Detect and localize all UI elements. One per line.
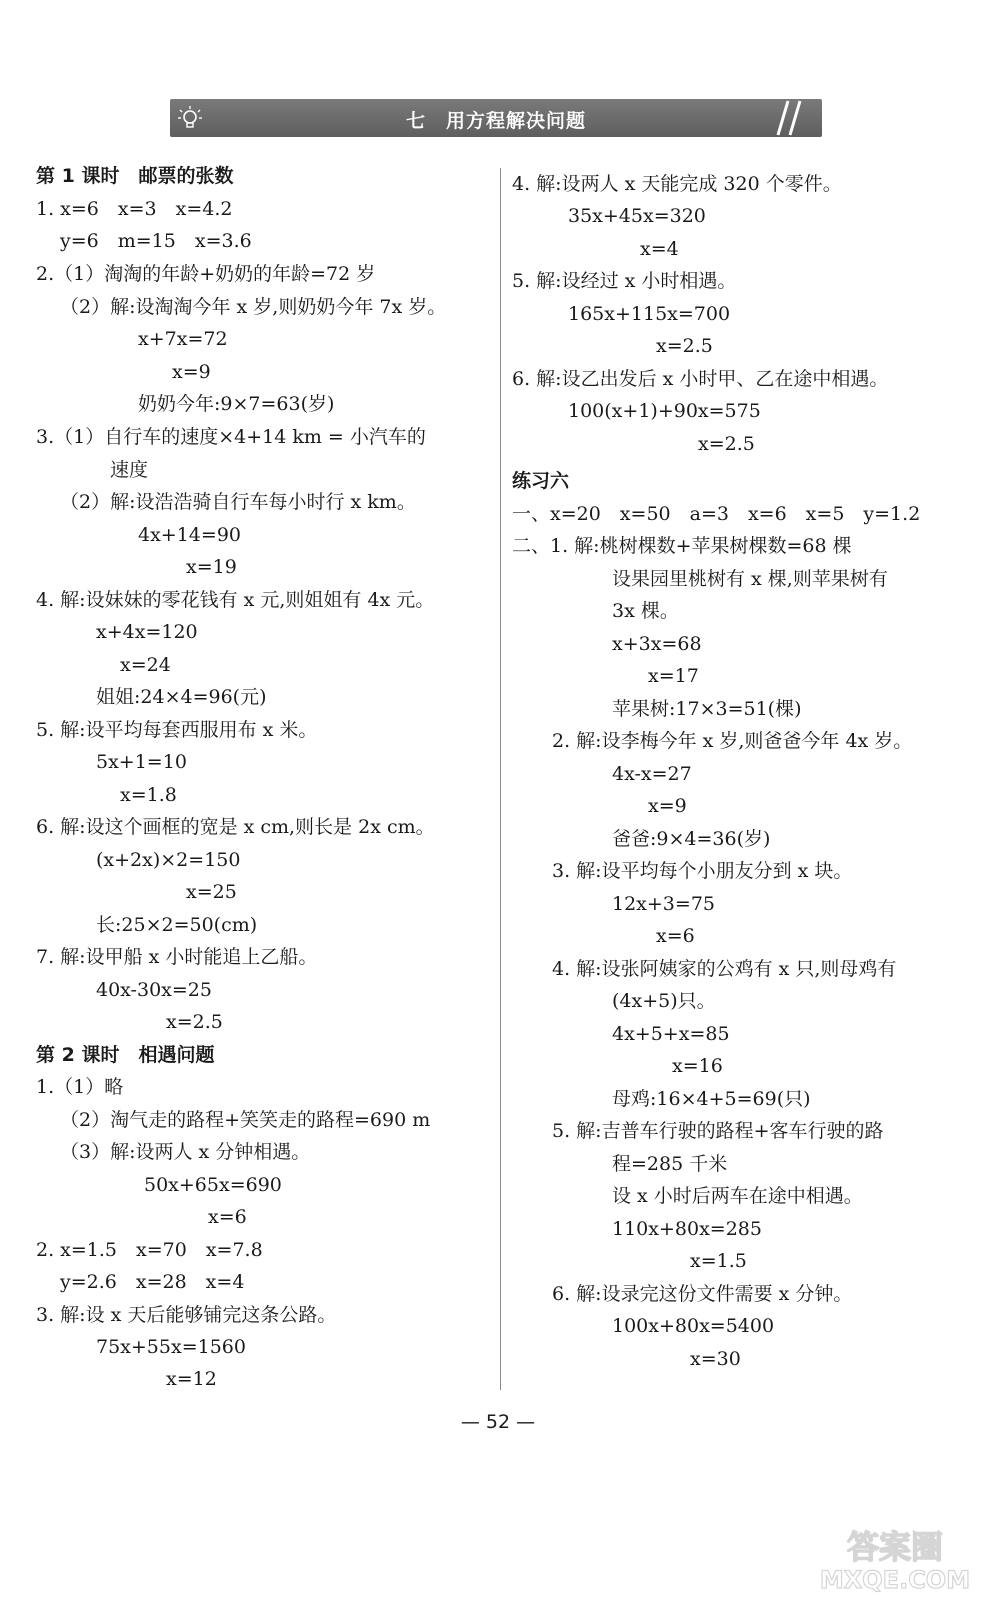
answer-line: x=2.5 [698, 433, 755, 455]
watermark-url: MXQE.COM [819, 1566, 971, 1594]
column-divider [500, 168, 501, 1390]
watermark-title: 答案圈 [846, 1528, 944, 1566]
answer-line: x=25 [186, 881, 237, 903]
answer-line: 5. 解:吉普车行驶的路程+客车行驶的路 [552, 1120, 884, 1142]
answer-line: 设 x 小时后两车在途中相遇。 [612, 1185, 863, 1207]
answer-line: x=1.5 [690, 1250, 747, 1272]
answer-line: x+4x=120 [96, 621, 198, 643]
answer-line: x=12 [166, 1368, 217, 1390]
answer-line: 5x+1=10 [96, 751, 187, 773]
answer-line: 165x+115x=700 [568, 303, 731, 325]
answer-line: 1. x=6 x=3 x=4.2 [36, 198, 233, 220]
answer-line: (4x+5)只。 [612, 990, 716, 1012]
answer-line: x=9 [172, 361, 211, 383]
answer-line: 6. 解:设乙出发后 x 小时甲、乙在途中相遇。 [512, 368, 889, 390]
answer-line: （3）解:设两人 x 分钟相遇。 [60, 1141, 311, 1163]
answer-line: 姐姐:24×4=96(元) [96, 686, 267, 708]
page-number: — 52 — [460, 1411, 536, 1433]
answer-line: x=9 [648, 795, 687, 817]
answer-line: x+3x=68 [612, 633, 702, 655]
answer-line: 2.（1）淘淘的年龄+奶奶的年龄=72 岁 [36, 263, 376, 285]
answer-line: x=17 [648, 665, 699, 687]
section-heading: 第 1 课时 邮票的张数 [36, 165, 234, 187]
answer-line: （2）淘气走的路程+笑笑走的路程=690 m [60, 1109, 431, 1131]
answer-line: x=6 [208, 1206, 247, 1228]
answer-line: 75x+55x=1560 [96, 1336, 246, 1358]
answer-line: x=19 [186, 556, 237, 578]
answer-line: （2）解:设淘淘今年 x 岁,则奶奶今年 7x 岁。 [60, 296, 447, 318]
answer-line: （2）解:设浩浩骑自行车每小时行 x km。 [60, 491, 416, 513]
answer-line: 2. x=1.5 x=70 x=7.8 [36, 1239, 263, 1261]
slash-decoration [764, 99, 814, 137]
answer-line: 100x+80x=5400 [612, 1315, 775, 1337]
answer-line: 3. 解:设平均每个小朋友分到 x 块。 [552, 860, 853, 882]
answer-line: 5. 解:设经过 x 小时相遇。 [512, 270, 737, 292]
answer-line: 4x+14=90 [138, 524, 241, 546]
answer-line: 4x+5+x=85 [612, 1023, 730, 1045]
answer-line: 长:25×2=50(cm) [96, 914, 258, 936]
answer-line: 2. 解:设李梅今年 x 岁,则爸爸今年 4x 岁。 [552, 730, 913, 752]
answer-line: 7. 解:设甲船 x 小时能追上乙船。 [36, 946, 318, 968]
section-heading: 练习六 [512, 470, 570, 492]
chapter-banner [170, 99, 822, 137]
answer-line: x+7x=72 [138, 328, 228, 350]
answer-line: 3. 解:设 x 天后能够铺完这条公路。 [36, 1304, 337, 1326]
answer-line: 4x-x=27 [612, 763, 692, 785]
section-heading: 第 2 课时 相遇问题 [36, 1044, 215, 1066]
answer-line: (x+2x)×2=150 [96, 849, 241, 871]
chapter-title: 七 用方程解决问题 [405, 110, 586, 132]
answer-line: 35x+45x=320 [568, 205, 706, 227]
answer-line: 110x+80x=285 [612, 1218, 762, 1240]
answer-line: 6. 解:设这个画框的宽是 x cm,则长是 2x cm。 [36, 816, 435, 838]
answer-line: 奶奶今年:9×7=63(岁) [138, 393, 335, 415]
answer-line: y=6 m=15 x=3.6 [60, 230, 252, 252]
answer-line: 12x+3=75 [612, 893, 715, 915]
answer-line: 苹果树:17×3=51(棵) [612, 698, 802, 720]
answer-line: 速度 [110, 459, 149, 481]
answer-line: 母鸡:16×4+5=69(只) [612, 1088, 811, 1110]
answer-line: 50x+65x=690 [144, 1174, 282, 1196]
answer-line: 设果园里桃树有 x 棵,则苹果树有 [612, 568, 888, 590]
answer-line: 二、1. 解:桃树棵数+苹果树棵数=68 棵 [512, 535, 852, 557]
answer-line: x=2.5 [166, 1011, 223, 1033]
answer-line: 程=285 千米 [612, 1153, 728, 1175]
answer-line: 3x 棵。 [612, 600, 679, 622]
answer-line: x=16 [672, 1055, 723, 1077]
answer-line: x=6 [656, 925, 695, 947]
answer-line: 4. 解:设两人 x 天能完成 320 个零件。 [512, 173, 842, 195]
answer-line: x=30 [690, 1348, 741, 1370]
answer-line: 3.（1）自行车的速度×4+14 km = 小汽车的 [36, 426, 426, 448]
answer-line: x=1.8 [120, 784, 177, 806]
answer-line: x=2.5 [656, 335, 713, 357]
answer-line: 1.（1）略 [36, 1076, 124, 1098]
answer-line: 6. 解:设录完这份文件需要 x 分钟。 [552, 1283, 853, 1305]
answer-line: 爸爸:9×4=36(岁) [612, 828, 771, 850]
answer-line: 一、x=20 x=50 a=3 x=6 x=5 y=1.2 [512, 503, 921, 525]
answer-line: 40x-30x=25 [96, 979, 212, 1001]
answer-line: 5. 解:设平均每套西服用布 x 米。 [36, 719, 318, 741]
answer-line: 4. 解:设妹妹的零花钱有 x 元,则姐姐有 4x 元。 [36, 589, 435, 611]
watermark-logo [800, 1520, 990, 1596]
answer-line: y=2.6 x=28 x=4 [60, 1271, 245, 1293]
answer-line: 100(x+1)+90x=575 [568, 400, 761, 422]
answer-line: x=24 [120, 654, 171, 676]
answer-line: x=4 [640, 238, 679, 260]
answer-line: 4. 解:设张阿姨家的公鸡有 x 只,则母鸡有 [552, 958, 897, 980]
